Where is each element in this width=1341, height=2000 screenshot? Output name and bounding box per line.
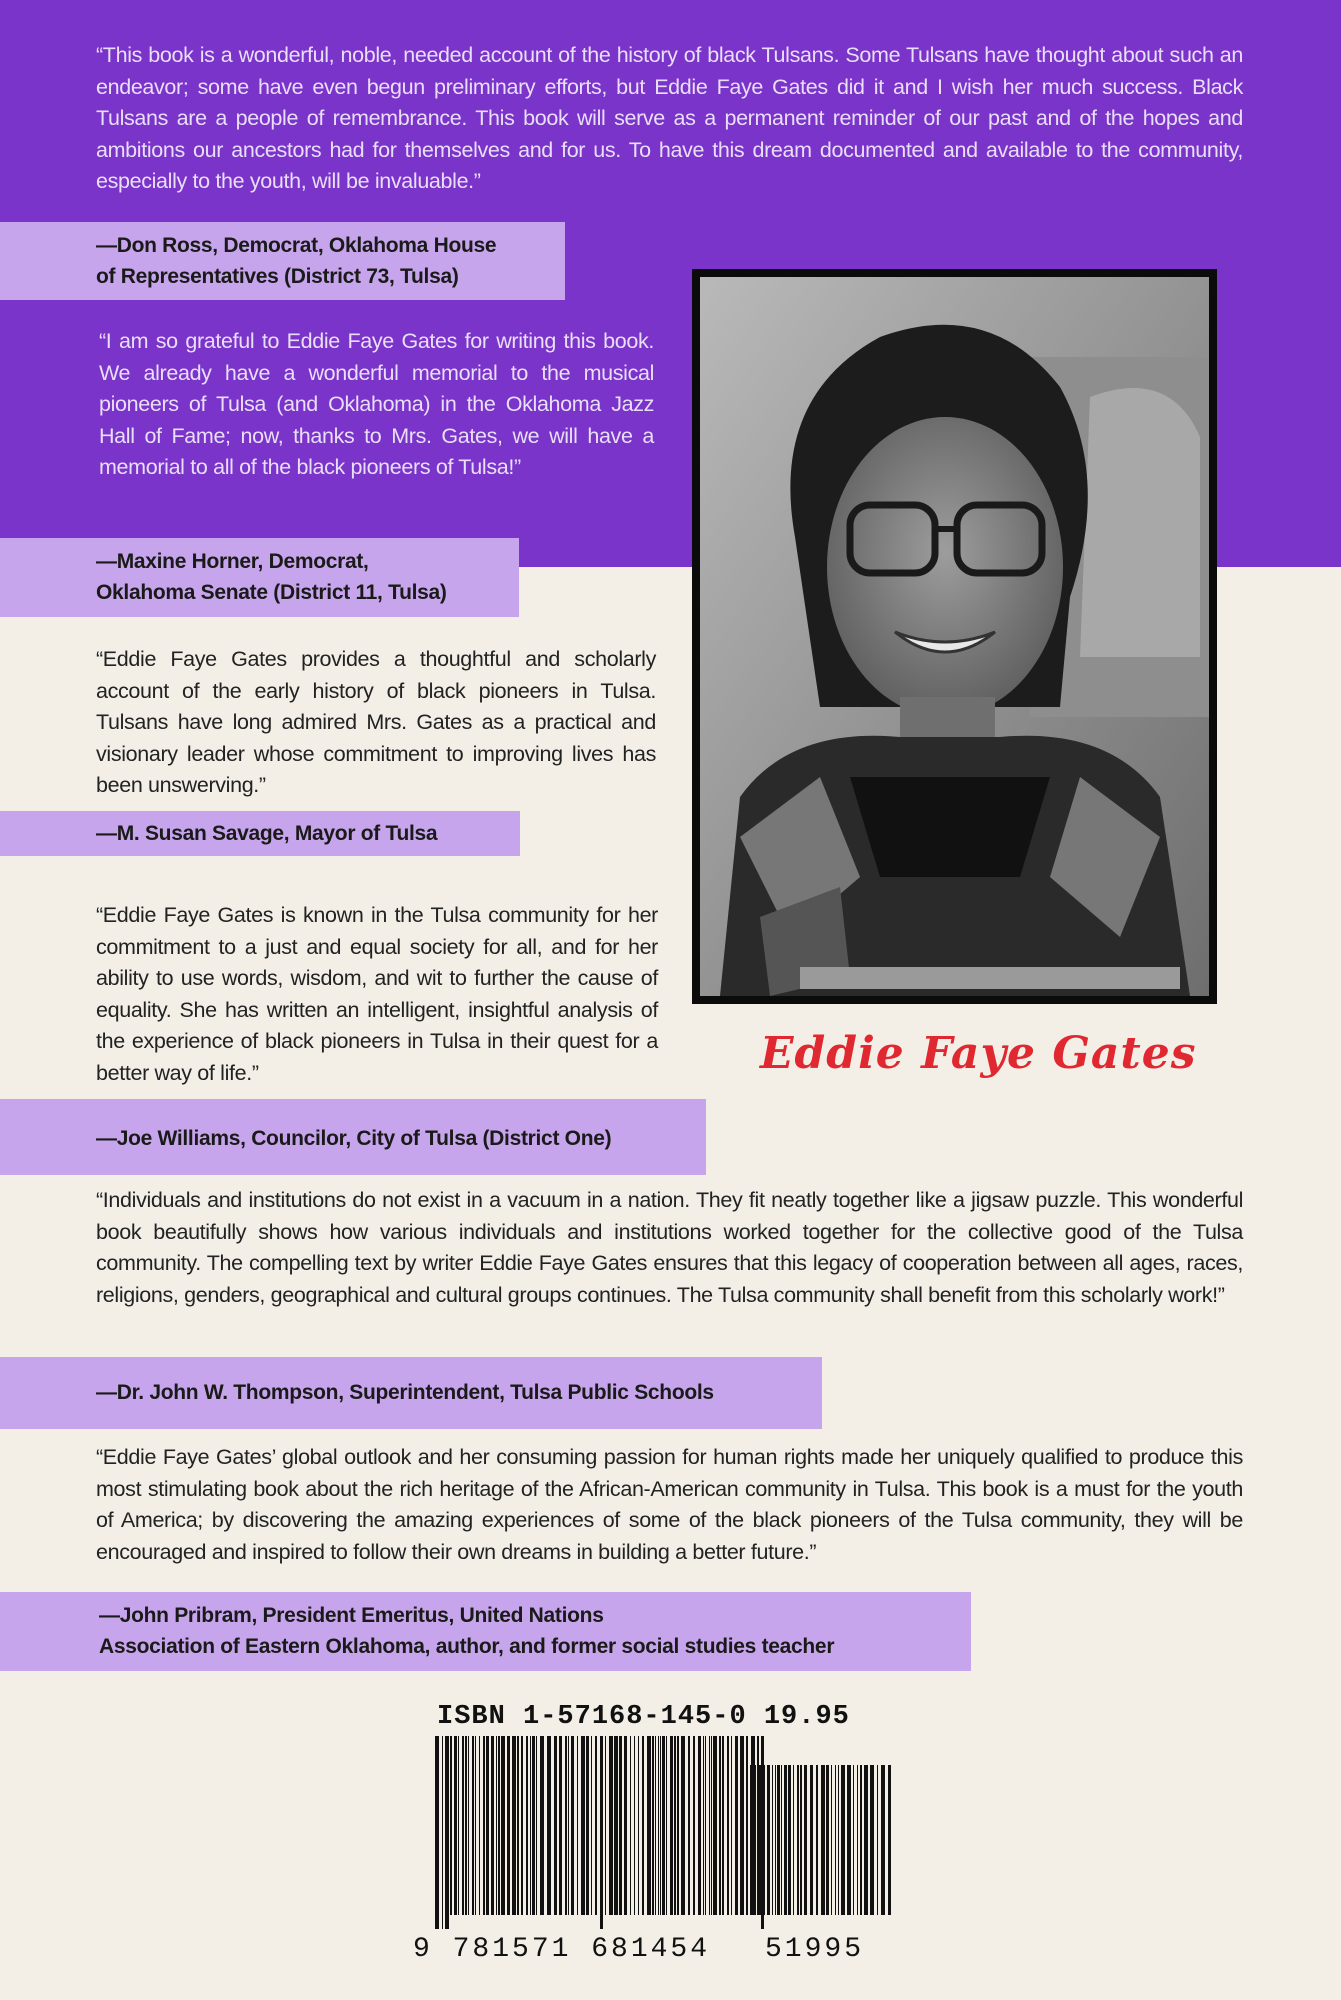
barcode-bar xyxy=(753,1765,756,1915)
endorsement-quote-6: “Eddie Faye Gates’ global outlook and her consuming passion for human rights made her uniquely qualified to produce this most stimulating book about the rich heritage of the African-American community in Tulsa. This book is a must for the youth of America; by discovering the amazing experiences of some of the black pioneers of the Tulsa community, they will be encouraged and inspired to follow their own dreams in building a better future.” xyxy=(96,1445,1243,1564)
barcode-bar xyxy=(486,1736,489,1915)
attribution-line: —John Pribram, President Emeritus, United Nations xyxy=(99,1604,604,1627)
attribution-line: Association of Eastern Oklahoma, author, and former social studies teacher xyxy=(99,1635,835,1658)
barcode-bar xyxy=(595,1736,597,1915)
barcode-bar xyxy=(666,1736,667,1915)
barcode-bar xyxy=(838,1765,839,1915)
barcode-bar xyxy=(565,1736,567,1915)
barcode-bar xyxy=(705,1736,706,1915)
barcode-bar xyxy=(435,1736,439,1929)
barcode-bar xyxy=(826,1765,829,1915)
barcode-bar xyxy=(600,1736,603,1929)
barcode-bar xyxy=(735,1736,738,1915)
barcode-bar xyxy=(763,1765,765,1915)
barcode-bar xyxy=(559,1736,562,1915)
endorsement-quote-5: “Individuals and institutions do not exist in a vacuum in a nation. They fit neatly together like a jigsaw puzzle. This wonderful book beautifully shows how various individuals and institutions worked together for the collective good of the Tulsa community. The compelling text by writer Eddie Faye Gates ensures that this legacy of cooperation between all ages, races, religions, genders, geographical and cultural groups continues. The Tulsa community shall benefit from this scholarly work!” xyxy=(96,1188,1243,1307)
barcode-bar xyxy=(554,1736,557,1915)
barcode-bar xyxy=(642,1736,644,1915)
barcode-bar xyxy=(740,1736,744,1915)
barcode-bar xyxy=(521,1736,523,1915)
barcode-bar xyxy=(462,1736,464,1915)
endorsement-quote-2: “I am so grateful to Eddie Faye Gates for writing this book. We already have a wonderful memorial to the musical pioneers of Tulsa (and Oklahoma) in the Oklahoma Jazz Hall of Fame; now, thanks to Mrs. Gates, we will have a memorial to all of the black pioneers of Tulsa!” xyxy=(99,329,654,479)
endorsement-attribution-1 xyxy=(0,222,565,300)
barcode-bar xyxy=(577,1736,578,1915)
barcode-bar xyxy=(609,1736,613,1915)
barcode-bar xyxy=(847,1765,851,1915)
barcode-bar xyxy=(568,1736,569,1915)
endorsement-attribution-6 xyxy=(0,1592,971,1671)
barcode-bar xyxy=(512,1736,516,1915)
barcode-bar xyxy=(517,1736,519,1915)
barcode-bar xyxy=(870,1765,874,1915)
barcode-bar xyxy=(816,1765,818,1915)
isbn-price-line: ISBN 1-57168-145-0 19.95 xyxy=(437,1702,850,1732)
barcode-bar xyxy=(804,1765,807,1915)
barcode-bar xyxy=(581,1736,585,1915)
barcode-bar xyxy=(540,1736,544,1915)
barcode-bar xyxy=(496,1736,497,1915)
attribution-line: —Joe Williams, Councilor, City of Tulsa (District One) xyxy=(96,1127,612,1150)
barcode-bar xyxy=(864,1765,868,1915)
endorsement-quote-3: “Eddie Faye Gates provides a thoughtful and scholarly account of the early history of black pioneers in Tulsa. Tulsans have long admired Mrs. Gates as a practical and visionary leader whose commitment to improving lives has been unswerving.” xyxy=(96,647,656,797)
barcode-bar xyxy=(857,1765,858,1915)
barcode-bar xyxy=(624,1736,627,1915)
barcode-bar xyxy=(711,1736,712,1915)
endorsement-attribution-2 xyxy=(0,538,519,617)
barcode-bar xyxy=(781,1765,782,1915)
barcode-bar xyxy=(465,1736,467,1915)
barcode-bar xyxy=(793,1765,794,1915)
barcode-bar xyxy=(703,1736,704,1915)
barcode-bar xyxy=(526,1736,528,1915)
barcode-bar xyxy=(757,1765,761,1915)
barcode-bar xyxy=(698,1736,701,1915)
barcode-bar xyxy=(810,1765,813,1915)
barcode-bar xyxy=(677,1736,679,1915)
barcode-bar xyxy=(775,1765,776,1915)
barcode-bar xyxy=(777,1765,780,1915)
barcode-bar xyxy=(605,1736,606,1915)
barcode-bar xyxy=(674,1736,676,1915)
barcode-main-digits: 9 781571 681454 xyxy=(413,1934,711,1965)
attribution-line: —Maxine Horner, Democrat, xyxy=(96,550,369,573)
barcode-bar xyxy=(713,1736,717,1915)
barcode-bar xyxy=(491,1736,494,1915)
barcode-bar xyxy=(784,1765,787,1915)
barcode-bar xyxy=(450,1736,452,1915)
endorsement-attribution-5 xyxy=(0,1357,822,1429)
barcode-bar xyxy=(797,1765,799,1915)
author-photo xyxy=(692,269,1217,1004)
barcode-addon-icon xyxy=(748,1765,894,1929)
barcode-bar xyxy=(709,1736,710,1915)
barcode-bar xyxy=(479,1736,480,1915)
barcode-icon xyxy=(433,1736,768,1929)
barcode-bar xyxy=(655,1736,656,1915)
barcode-bar xyxy=(722,1736,724,1915)
barcode-bar xyxy=(821,1765,825,1915)
barcode-bar xyxy=(727,1736,729,1915)
barcode-bar xyxy=(591,1736,592,1915)
barcode-bar xyxy=(507,1736,510,1915)
endorsement-attribution-4 xyxy=(0,1099,706,1175)
barcode-bar xyxy=(501,1736,505,1915)
attribution-line: of Representatives (District 73, Tulsa) xyxy=(96,265,459,288)
attribution-line: —Dr. John W. Thompson, Superintendent, Tulsa Public Schools xyxy=(96,1381,714,1404)
barcode-bar xyxy=(586,1736,589,1915)
barcode-bar xyxy=(454,1736,457,1915)
barcode-bar xyxy=(660,1736,661,1915)
barcode-bar xyxy=(800,1765,802,1915)
barcode-bar xyxy=(835,1765,836,1915)
barcode-bar xyxy=(472,1736,474,1915)
barcode-bar xyxy=(571,1736,574,1915)
barcode-bar xyxy=(638,1736,639,1915)
barcode-bar xyxy=(630,1736,631,1915)
barcode-bar xyxy=(647,1736,651,1915)
barcode-bar xyxy=(532,1736,535,1915)
endorsement-attribution-3 xyxy=(0,811,520,856)
barcode-bar xyxy=(498,1736,500,1915)
barcode-bar xyxy=(881,1765,885,1915)
barcode-bar xyxy=(530,1736,531,1915)
barcode-addon-digits: 51995 xyxy=(765,1934,865,1965)
barcode-bar xyxy=(750,1765,752,1915)
barcode-bar xyxy=(719,1736,721,1915)
barcode-bar xyxy=(634,1736,635,1915)
barcode-bar xyxy=(458,1736,459,1915)
barcode-bar xyxy=(853,1765,854,1915)
barcode-bar xyxy=(877,1765,878,1915)
barcode-bar xyxy=(860,1765,862,1915)
author-name-signature: Eddie Faye Gates xyxy=(760,1028,1197,1079)
endorsement-quote-1: “This book is a wonderful, noble, needed account of the history of black Tulsans. Some Tulsans have thought about such an endeavor; some have even begun preliminary efforts, but Eddie Faye Gates did it and I wish her much success. Black Tulsans are a people of remembrance. This book will serve as a permanent reminder of our past and of the hopes and ambitions our ancestors had for themselves and for us. To have this dream documented and available to the community, especially to the youth, will be invaluable.” xyxy=(96,43,1243,193)
barcode-bar xyxy=(788,1765,791,1915)
endorsement-quote-4: “Eddie Faye Gates is known in the Tulsa community for her commitment to a just and equal society for all, and for her ability to use words, wisdom, and wit to further the cause of equality. She has written an intelligent, insightful analysis of the experience of black pioneers in Tulsa in their quest for a better way of life.” xyxy=(96,903,658,1085)
barcode-bar xyxy=(614,1736,618,1915)
barcode-bar xyxy=(772,1765,773,1915)
barcode-bar xyxy=(468,1736,469,1915)
barcode-bar xyxy=(442,1736,443,1929)
attribution-line: —Don Ross, Democrat, Oklahoma House xyxy=(96,234,497,257)
barcode-bar xyxy=(888,1765,891,1915)
barcode-bar xyxy=(767,1765,770,1915)
barcode-bar xyxy=(831,1765,832,1915)
barcode-bar xyxy=(841,1765,845,1915)
barcode-bar xyxy=(547,1736,551,1915)
barcode-bar xyxy=(681,1736,685,1915)
barcode-bar xyxy=(536,1736,537,1915)
barcode-bar xyxy=(662,1736,665,1915)
barcode-bar xyxy=(731,1736,732,1915)
barcode-bar xyxy=(670,1736,673,1915)
author-photo-icon xyxy=(700,277,1209,996)
attribution-line: —M. Susan Savage, Mayor of Tulsa xyxy=(96,822,438,845)
barcode-bar xyxy=(445,1736,449,1929)
barcode-bar xyxy=(483,1736,485,1915)
attribution-line: Oklahoma Senate (District 11, Tulsa) xyxy=(96,581,447,604)
barcode-bar xyxy=(619,1736,622,1915)
barcode-bar xyxy=(652,1736,654,1915)
barcode-bar xyxy=(688,1736,690,1915)
barcode-bar xyxy=(475,1736,476,1915)
barcode-bar xyxy=(693,1736,695,1915)
barcode-bar xyxy=(658,1736,659,1915)
